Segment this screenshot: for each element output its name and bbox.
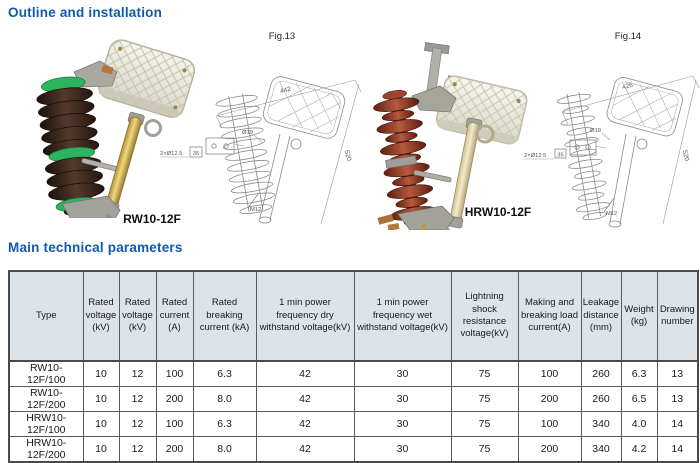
cell: 8.0	[193, 387, 256, 412]
parameters-table	[8, 270, 699, 463]
fig13-tube	[259, 134, 301, 223]
cell: 13	[657, 387, 698, 412]
fig13-dim-bolt: M12	[250, 207, 262, 213]
fig13-dim-width: 442	[279, 85, 292, 96]
parameters-heading: Main technical parameters	[8, 240, 183, 255]
cell: 6.3	[193, 361, 256, 387]
cell: 200	[518, 387, 581, 412]
header-rated-voltage-2: Rated voltage (kV)	[119, 271, 156, 361]
header-wet-withstand: 1 min power frequency wet withstand voltage(kV)	[354, 271, 451, 361]
cell: 4.2	[621, 437, 657, 463]
fig13-mount	[261, 74, 347, 140]
cell: 75	[451, 361, 518, 387]
table-header-row	[9, 271, 698, 361]
cell: 200	[518, 437, 581, 463]
cell-type: RW10-12F/100	[9, 361, 83, 387]
header-making-breaking-current: Making and breaking load current(A)	[518, 271, 581, 361]
fig14-caption: Fig.14	[614, 31, 642, 42]
header-leakage-distance: Leakage distance (mm)	[581, 271, 621, 361]
insulator-stack	[35, 74, 108, 218]
cell: 6.3	[193, 412, 256, 437]
header-lightning-resistance: Lightning shock resistance voltage(kV)	[451, 271, 518, 361]
cell: 340	[581, 412, 621, 437]
header-drawing-number: Drawing number	[657, 271, 698, 361]
cell: 14	[657, 437, 698, 463]
header-rated-breaking-current: Rated breaking current (kA)	[193, 271, 256, 361]
cell: 10	[83, 387, 119, 412]
table-row	[9, 361, 698, 387]
cell: 10	[83, 437, 119, 463]
fig14-dim-bolt: M12	[606, 211, 618, 217]
header-weight: Weight (kg)	[621, 271, 657, 361]
fig14-dim-holes: 2×Ø12.5	[524, 153, 547, 159]
cell: 30	[354, 412, 451, 437]
fig13-caption: Fig.13	[268, 31, 296, 42]
cell: 200	[156, 437, 193, 463]
table-row	[9, 412, 698, 437]
cell-type: RW10-12F/200	[9, 387, 83, 412]
cell: 75	[451, 387, 518, 412]
header-rated-voltage-1: Rated voltage (kV)	[83, 271, 119, 361]
cell: 42	[256, 387, 354, 412]
cell: 14	[657, 412, 698, 437]
cell: 42	[256, 412, 354, 437]
product-photo-hrw10-12f	[360, 30, 528, 230]
cell-type: HRW10-12F/100	[9, 412, 83, 437]
header-rated-current: Rated current (A)	[156, 271, 193, 361]
cell: 10	[83, 361, 119, 387]
fig14-insulator	[556, 90, 612, 222]
photo-label-hrw10-12f: HRW10-12F	[464, 205, 532, 219]
cell: 6.3	[621, 361, 657, 387]
cell: 100	[156, 412, 193, 437]
cell: 6.5	[621, 387, 657, 412]
cell: 200	[156, 387, 193, 412]
fig14-dim-tube: Ø19	[590, 128, 601, 134]
cell: 12	[119, 412, 156, 437]
fig14-dim-height: 520	[680, 149, 691, 162]
cell: 100	[156, 361, 193, 387]
cell: 260	[581, 387, 621, 412]
cell: 12	[119, 437, 156, 463]
cell: 42	[256, 437, 354, 463]
cell-type: HRW10-12F/200	[9, 437, 83, 463]
header-dry-withstand: 1 min power frequency dry withstand voltage(kV)	[256, 271, 354, 361]
cell: 30	[354, 361, 451, 387]
cell: 13	[657, 361, 698, 387]
fig13-outline-drawing	[158, 26, 374, 238]
fig14-dim-hole-spacing: 35	[557, 152, 564, 159]
cell: 30	[354, 387, 451, 412]
cell: 10	[83, 412, 119, 437]
fig13-dim-holes: 2×Ø12.5	[160, 151, 183, 157]
cell: 100	[518, 361, 581, 387]
fig13-bracket-detail	[160, 138, 244, 157]
table-row	[9, 387, 698, 412]
header-type: Type	[9, 271, 83, 361]
cell: 340	[581, 437, 621, 463]
cell: 30	[354, 437, 451, 463]
cell: 75	[451, 437, 518, 463]
cell: 12	[119, 361, 156, 387]
cell: 4.0	[621, 412, 657, 437]
cell: 75	[451, 412, 518, 437]
photo-label-rw10-12f: RW10-12F	[123, 212, 181, 226]
fig13-dim-height: 520	[342, 149, 353, 162]
cell: 8.0	[193, 437, 256, 463]
fig14-mount	[605, 75, 685, 138]
table-row	[9, 437, 698, 463]
fig13-dim-hole-spacing: 35	[192, 151, 200, 157]
cell: 260	[581, 361, 621, 387]
fig14-outline-drawing	[522, 26, 700, 238]
fig14-dim-width: 426	[621, 81, 634, 92]
cell: 42	[256, 361, 354, 387]
cell: 12	[119, 387, 156, 412]
cell: 100	[518, 412, 581, 437]
fig13-dim-tube: Ø19	[242, 130, 253, 136]
outline-heading: Outline and installation	[8, 5, 163, 20]
